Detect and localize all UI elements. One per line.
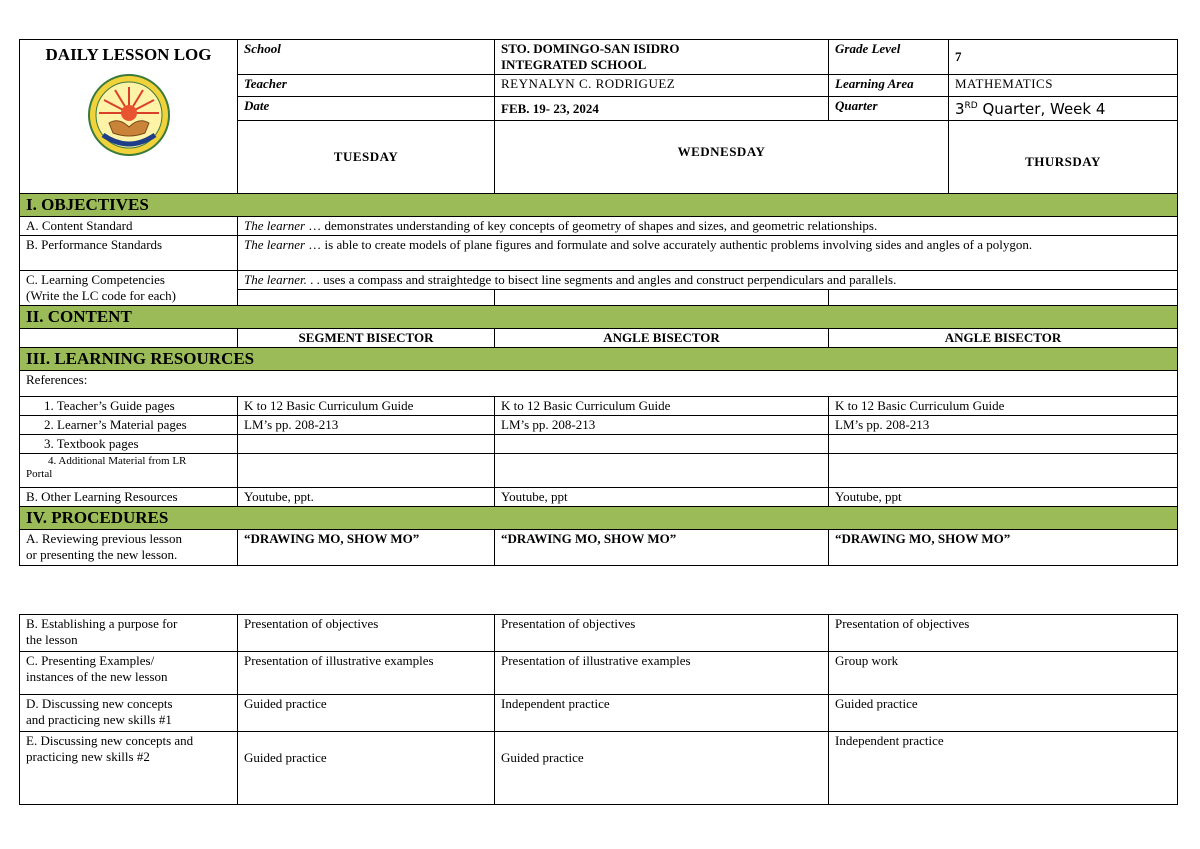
review-value: “DRAWING MO, SHOW MO” [238,530,495,566]
other-resources-value: Youtube, ppt [495,488,829,507]
title-cell [20,40,238,194]
review-label [20,530,238,566]
content-topic: SEGMENT BISECTOR [238,329,495,348]
resource-value: K to 12 Basic Curriculum Guide [495,397,829,416]
objectives-heading: I. OBJECTIVES [20,194,1178,217]
date-label: Date [238,97,495,121]
additional-material-line1: 4. Additional Material from LR [48,455,187,467]
procedure-label [20,652,238,695]
area-label: Learning Area [829,75,949,97]
page-title: DAILY LESSON LOG [45,45,212,64]
procedure-value: Guided practice [495,732,829,805]
date-value: FEB. 19- 23, 2024 [495,97,829,121]
procedure-value: Group work [829,652,1178,695]
procedure-label-line1: D. Discussing new concepts [26,696,173,711]
day-wednesday: WEDNESDAY [495,121,949,194]
additional-material-label [20,454,238,488]
area-value: MATHEMATICS [949,75,1178,97]
resource-value [829,435,1178,454]
competency-value [238,271,1178,290]
procedure-value: Independent practice [495,695,829,732]
content-standard-lead: The learner [244,218,306,233]
additional-material-value [238,454,495,488]
grade-value: 7 [949,40,1178,75]
content-standard-text: … demonstrates understanding of key concepts of geometry of shapes and sizes, and geometric relationships. [305,218,878,233]
resource-value [495,435,829,454]
school-logo [85,73,173,157]
quarter-value [949,97,1178,121]
competency-label [20,271,238,306]
resource-value: K to 12 Basic Curriculum Guide [829,397,1178,416]
day-thursday: THURSDAY [949,121,1178,194]
quarter-rest: Quarter, Week 4 [977,100,1106,118]
content-standard-value [238,217,1178,236]
competency-label-line2: (Write the LC code for each) [26,288,176,303]
procedure-value: Guided practice [238,732,495,805]
content-standard-label: A. Content Standard [20,217,238,236]
procedure-value: Presentation of objectives [829,615,1178,652]
competency-label-line1: C. Learning Competencies [26,272,165,287]
resource-label: 2. Learner’s Material pages [20,416,238,435]
resource-value: K to 12 Basic Curriculum Guide [238,397,495,416]
lesson-log-table [19,39,1178,566]
lc-code-cell [495,290,829,306]
competency-lead: The learner. [244,272,307,287]
other-resources-value: Youtube, ppt [829,488,1178,507]
review-label-line1: A. Reviewing previous lesson [26,531,182,546]
performance-standard-value [238,236,1178,271]
school-value-line2: INTEGRATED SCHOOL [501,57,647,72]
resource-value: LM’s pp. 208-213 [495,416,829,435]
procedure-label [20,732,238,805]
review-label-line2: or presenting the new lesson. [26,547,178,562]
procedure-label-line1: C. Presenting Examples/ [26,653,155,668]
procedure-label [20,615,238,652]
additional-material-value [495,454,829,488]
review-value: “DRAWING MO, SHOW MO” [829,530,1178,566]
procedure-label-line2: and practicing new skills #1 [26,712,172,727]
procedure-label [20,695,238,732]
procedure-value: Guided practice [829,695,1178,732]
competency-text: . . uses a compass and straightedge to bisect line segments and angles and construct perpendiculars and parallels. [306,272,897,287]
content-topic: ANGLE BISECTOR [495,329,829,348]
content-blank-cell [20,329,238,348]
lc-code-cell [238,290,495,306]
performance-standard-lead: The learner [244,237,306,252]
procedure-label-line1: B. Establishing a purpose for [26,616,178,631]
resource-label: 3. Textbook pages [20,435,238,454]
review-value: “DRAWING MO, SHOW MO” [495,530,829,566]
procedures-heading: IV. PROCEDURES [20,507,1178,530]
lc-code-cell [829,290,1178,306]
resources-heading: III. LEARNING RESOURCES [20,348,1178,371]
procedure-value: Guided practice [238,695,495,732]
procedure-label-line2: the lesson [26,632,78,647]
teacher-value: REYNALYN C. RODRIGUEZ [495,75,829,97]
resource-value: LM’s pp. 208-213 [829,416,1178,435]
performance-standard-label: B. Performance Standards [20,236,238,271]
procedure-label-line2: instances of the new lesson [26,669,168,684]
quarter-label: Quarter [829,97,949,121]
day-tuesday: TUESDAY [238,121,495,194]
procedure-value: Presentation of objectives [495,615,829,652]
procedure-label-line1: E. Discussing new concepts and [26,733,194,748]
resource-value [238,435,495,454]
procedure-label-line2: practicing new skills #2 [26,749,150,764]
performance-standard-text: … is able to create models of plane figures and formulate and solve accurately authentic problems involving sides and angles of a polygon. [305,237,1033,252]
content-heading: II. CONTENT [20,306,1178,329]
grade-label: Grade Level [829,40,949,75]
references-label: References: [20,371,1178,397]
quarter-number: 3 [955,100,965,118]
quarter-superscript: RD [964,101,978,111]
resource-value: LM’s pp. 208-213 [238,416,495,435]
resource-label: 1. Teacher’s Guide pages [20,397,238,416]
school-value [495,40,829,75]
content-topic: ANGLE BISECTOR [829,329,1178,348]
other-resources-value: Youtube, ppt. [238,488,495,507]
procedure-value: Presentation of illustrative examples [238,652,495,695]
procedures-continued-table [19,614,1178,805]
additional-material-line2: Portal [26,468,53,480]
other-resources-label: B. Other Learning Resources [20,488,238,507]
additional-material-value [829,454,1178,488]
procedure-value: Presentation of illustrative examples [495,652,829,695]
teacher-label: Teacher [238,75,495,97]
school-label: School [238,40,495,75]
school-value-line1: STO. DOMINGO-SAN ISIDRO [501,41,680,56]
procedure-value: Presentation of objectives [238,615,495,652]
procedure-value: Independent practice [829,732,1178,805]
